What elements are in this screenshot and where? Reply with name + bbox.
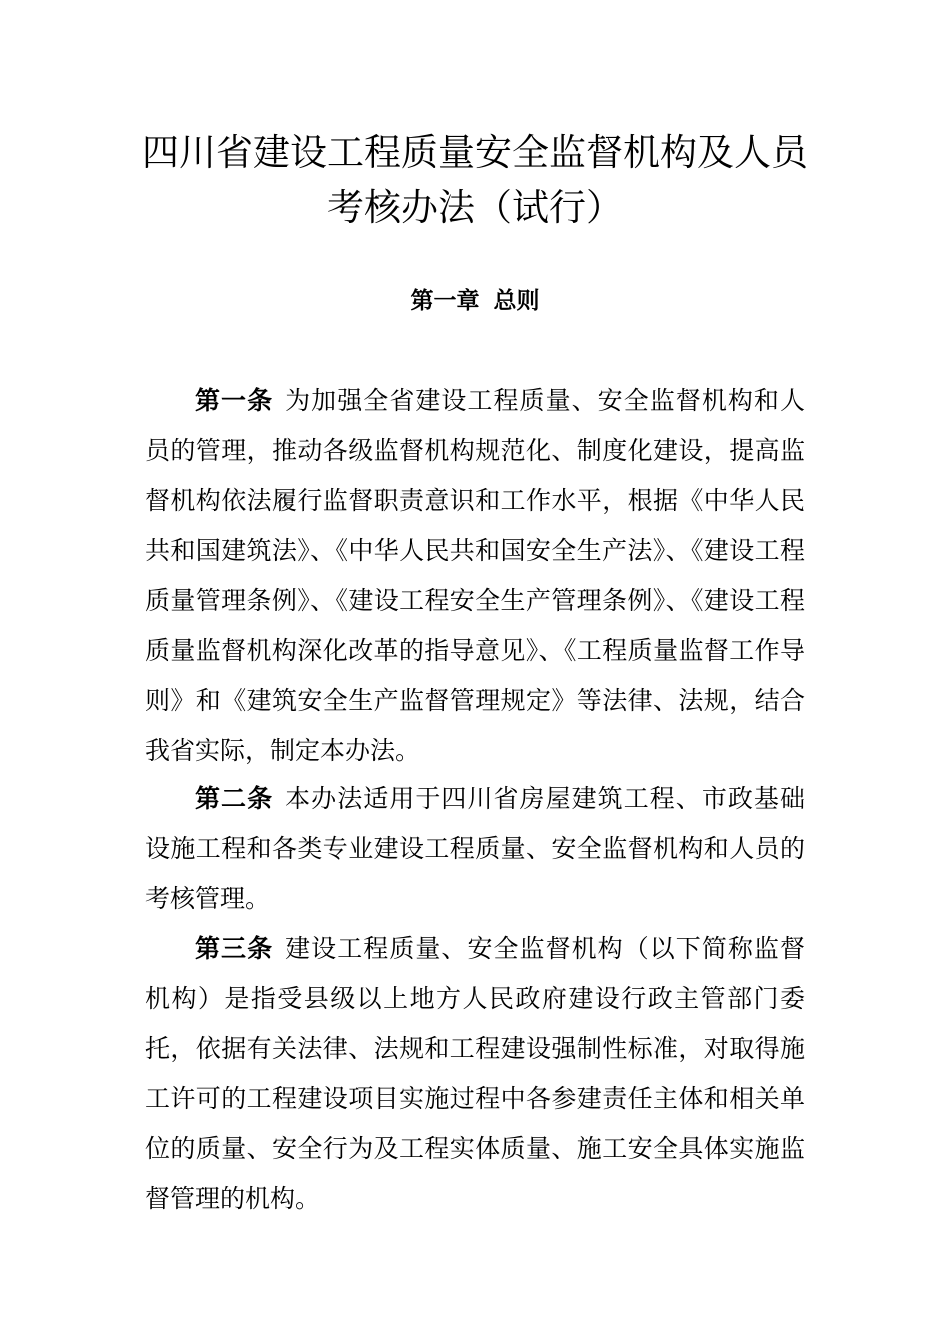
chapter-heading <box>0 283 950 319</box>
article-3 <box>145 924 805 1224</box>
document-title-line-2: 考核办法（试行） <box>327 186 623 229</box>
article-label: 第三条 <box>195 934 274 963</box>
article-label: 第二条 <box>195 784 274 813</box>
article-1 <box>145 376 805 776</box>
article-paragraph <box>145 376 805 776</box>
article-paragraph <box>145 774 805 924</box>
article-label: 第一条 <box>195 386 274 415</box>
article-text: 本办法适用于四川省房屋建筑工程、市政基础设施工程和各类专业建设工程质量、安全监督机构和人员的考核管理。 <box>145 784 805 913</box>
article-text: 为加强全省建设工程质量、安全监督机构和人员的管理，推动各级监督机构规范化、制度化建设，提高监督机构依法履行监督职责意识和工作水平，根据《中华人民共和国建筑法》、《中华人民共和国安全生产法》、《建设工程质量管理条例》、《建设工程安全生产管理条例》、《建设工程质量监督机构深化改革的指导意见》、《工程质量监督工作导则》和《建筑安全生产监督管理规定》等法律、法规，结合我省实际，制定本办法。 <box>145 386 805 765</box>
document-title-line-1: 四川省建设工程质量安全监督机构及人员 <box>142 131 808 174</box>
chapter-name: 总则 <box>493 288 540 314</box>
chapter-number: 第一章 <box>410 288 480 314</box>
article-2 <box>145 774 805 924</box>
article-paragraph <box>145 924 805 1224</box>
article-text: 建设工程质量、安全监督机构（以下简称监督机构）是指受县级以上地方人民政府建设行政主管部门委托，依据有关法律、法规和工程建设强制性标准，对取得施工许可的工程建设项目实施过程中各参建责任主体和相关单位的质量、安全行为及工程实体质量、施工安全具体实施监督管理的机构。 <box>145 934 805 1213</box>
